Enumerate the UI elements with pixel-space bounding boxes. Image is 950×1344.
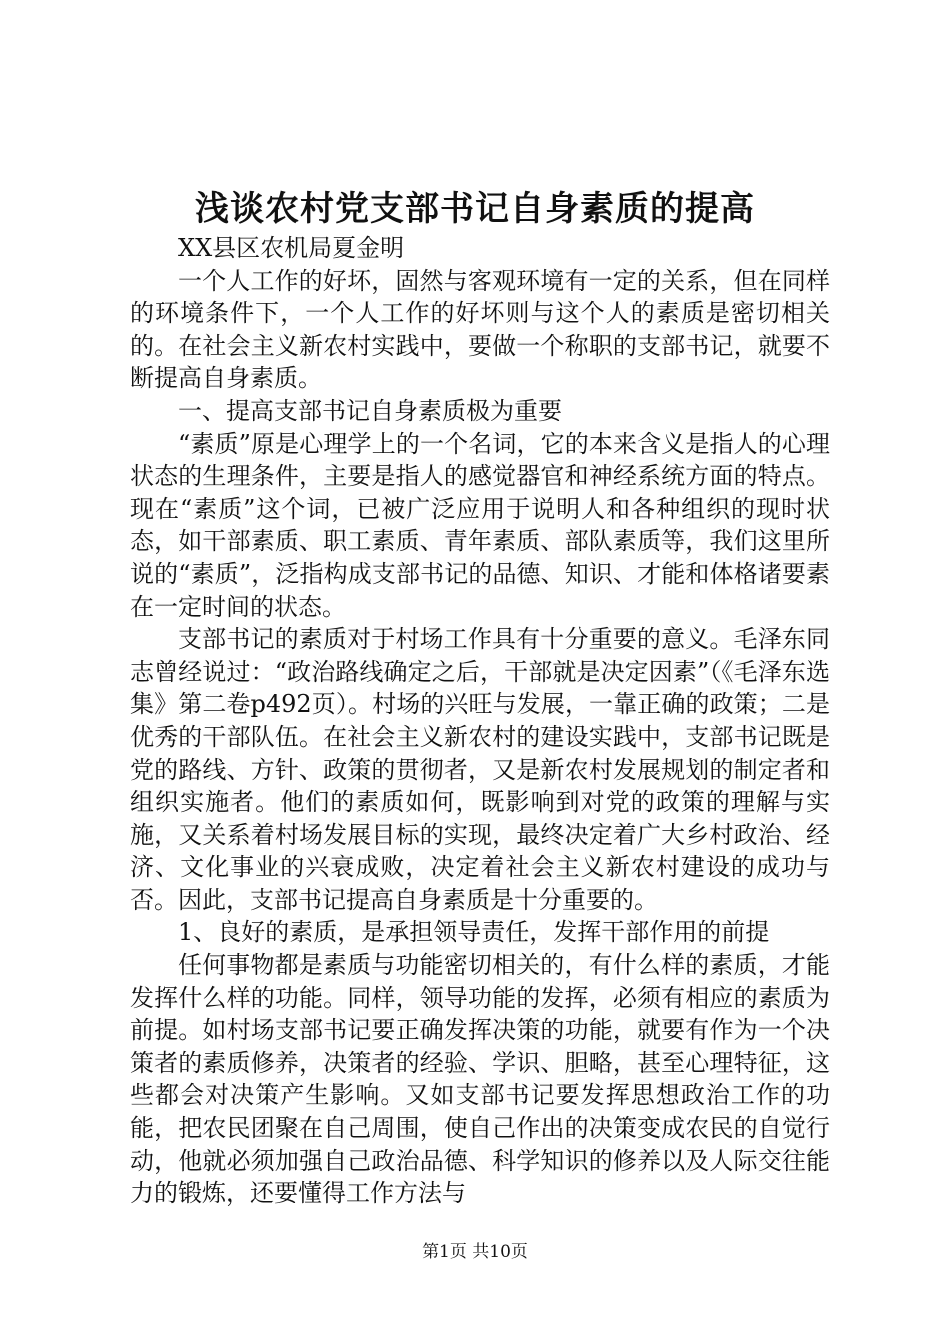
page-footer: 第1页 共10页: [422, 1242, 528, 1262]
paragraph: 一个人工作的好坏，固然与客观环境有一定的关系，但在同样的环境条件下，一个人工作的好坏则与这个人的素质是密切相关的。在社会主义新农村实践中，要做一个称职的支部书记，就要不断提高自身素质。: [130, 266, 830, 393]
document-body: [130, 232, 830, 1210]
paragraph: 支部书记的素质对于村场工作具有十分重要的意义。毛泽东同志曾经说过：“政治路线确定之后，干部就是决定因素”（《毛泽东选集》第二卷p492页）。村场的兴旺与发展，一靠正确的政策；二是优秀的干部队伍。在社会主义新农村的建设实践中，支部书记既是党的路线、方针、政策的贯彻者，又是新农村发展规划的制定者和组织实施者。他们的素质如何，既影响到对党的政策的理解与实施，又关系着村场发展目标的实现，最终决定着广大乡村政治、经济、文化事业的兴衰成败，决定着社会主义新农村建设的成功与否。因此，支部书记提高自身素质是十分重要的。: [130, 625, 830, 914]
subsection-heading: 1、良好的素质，是承担领导责任，发挥干部作用的前提: [178, 918, 770, 947]
paragraph: 任何事物都是素质与功能密切相关的，有什么样的素质，才能发挥什么样的功能。同样，领导功能的发挥，必须有相应的素质为前提。如村场支部书记要正确发挥决策的功能，就要有作为一个决策者的素质修养，决策者的经验、学识、胆略，甚至心理特征，这些都会对决策产生影响。又如支部书记要发挥思想政治工作的功能，把农民团聚在自己周围，使自己作出的决策变成农民的自觉行动，他就必须加强自己政治品德、科学知识的修养以及人际交往能力的锻炼，还要懂得工作方法与: [130, 951, 830, 1208]
section-heading: 一、提高支部书记自身素质极为重要: [178, 396, 562, 425]
document-title: 浅谈农村党支部书记自身素质的提高: [195, 189, 755, 229]
paragraph: “素质”原是心理学上的一个名词，它的本来含义是指人的心理状态的生理条件，主要是指人的感觉器官和神经系统方面的特点。现在“素质”这个词，已被广泛应用于说明人和各种组织的现时状态，如干部素质、职工素质、青年素质、部队素质等，我们这里所说的“素质”，泛指构成支部书记的品德、知识、才能和体格诸要素在一定时间的状态。: [130, 429, 830, 621]
author-line: XX县区农机局夏金明: [178, 234, 405, 262]
